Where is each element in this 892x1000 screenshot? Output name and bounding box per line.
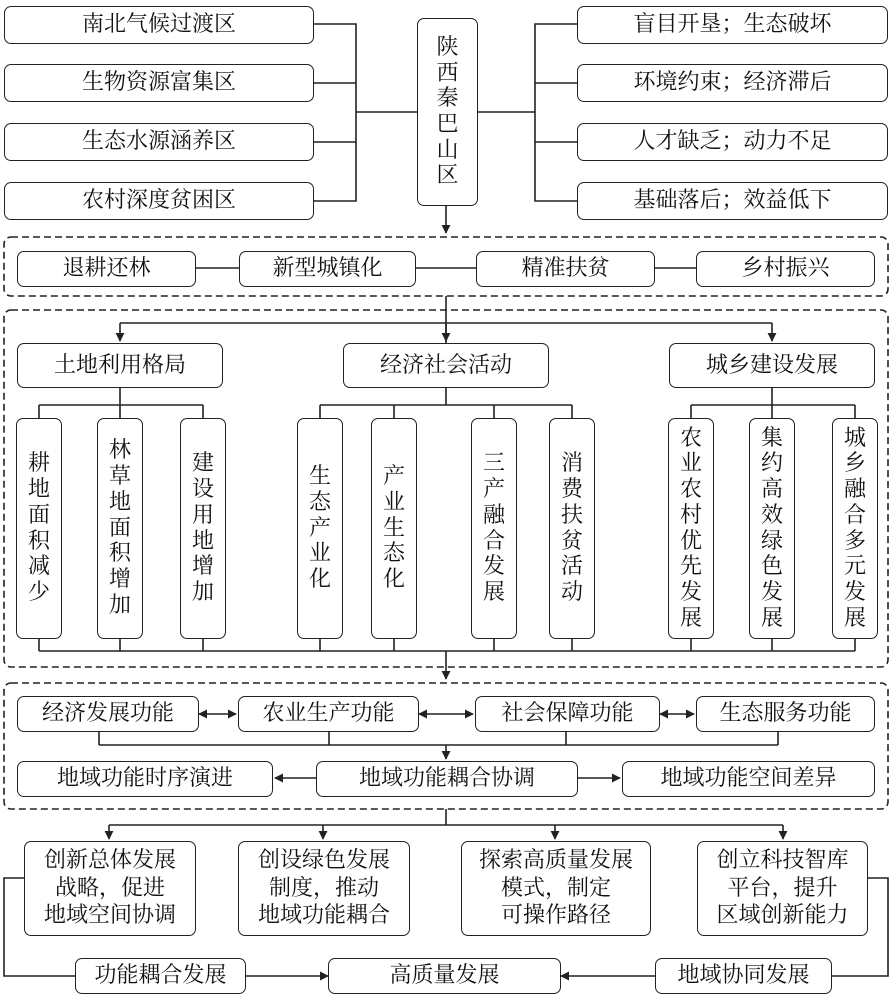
region-problem-2: 环境约束；经济滞后 bbox=[577, 64, 888, 102]
urban-item-green-development: 集约高效绿色发展 bbox=[749, 418, 795, 639]
economy-item-industry-integration: 三产融合发展 bbox=[471, 418, 517, 639]
outcome-function-coupling: 功能耦合发展 bbox=[75, 958, 246, 994]
economy-bracket bbox=[320, 388, 572, 418]
region-title-box bbox=[417, 18, 478, 206]
function-economic: 经济发展功能 bbox=[17, 696, 199, 732]
function-social-security: 社会保障功能 bbox=[475, 696, 660, 732]
land-bracket bbox=[39, 388, 203, 418]
category-land-use: 土地利用格局 bbox=[17, 343, 223, 388]
economy-item-industrial-ecologization: 产业生态化 bbox=[371, 418, 417, 639]
right-bracket bbox=[478, 24, 577, 201]
urban-item-agriculture-priority: 农业农村优先发展 bbox=[668, 418, 714, 639]
outcome-high-quality: 高质量发展 bbox=[328, 958, 561, 994]
region-feature-2: 生物资源富集区 bbox=[4, 64, 314, 102]
region-problem-1: 盲目开垦；生态破坏 bbox=[577, 6, 888, 44]
region-feature-1: 南北气候过渡区 bbox=[4, 6, 314, 44]
outcome-regional-synergy: 地域协同发展 bbox=[655, 958, 832, 994]
function-ecological: 生态服务功能 bbox=[696, 696, 875, 732]
mechanism-collector bbox=[39, 639, 855, 651]
region-feature-3: 生态水源涵养区 bbox=[4, 123, 314, 161]
strategy-green-system: 创设绿色发展 制度，推动 地域功能耦合 bbox=[238, 841, 410, 936]
category-urban-rural: 城乡建设发展 bbox=[669, 343, 875, 388]
land-item-cropland: 耕地面积减少 bbox=[16, 418, 62, 639]
policy-new-urbanization: 新型城镇化 bbox=[239, 251, 416, 287]
strategy-think-tank: 创立科技智库 平台，提升 区域创新能力 bbox=[697, 841, 868, 936]
region-title: 陕西秦巴山区 bbox=[436, 34, 459, 189]
strategy-quality-path: 探索高质量发展 模式，制定 可操作路径 bbox=[461, 841, 651, 936]
left-bracket bbox=[314, 24, 417, 201]
urban-bracket bbox=[691, 388, 855, 418]
category-economy-society: 经济社会活动 bbox=[343, 343, 549, 388]
economy-item-consumption-aid: 消费扶贫活动 bbox=[549, 418, 595, 639]
strategy-branch bbox=[109, 809, 783, 825]
land-item-forest-grass: 林草地面积增加 bbox=[97, 418, 143, 639]
policy-rural-revitalization: 乡村振兴 bbox=[696, 251, 875, 287]
function-spatial-difference: 地域功能空间差异 bbox=[622, 761, 875, 797]
region-feature-4: 农村深度贫困区 bbox=[4, 182, 314, 220]
strategy-spatial-coordination: 创新总体发展 战略，促进 地域空间协调 bbox=[24, 841, 196, 936]
land-item-construction: 建设用地增加 bbox=[180, 418, 226, 639]
function-temporal-evolution: 地域功能时序演进 bbox=[17, 761, 273, 797]
function-collector bbox=[99, 732, 778, 745]
policy-grain-for-green: 退耕还林 bbox=[17, 251, 196, 287]
policy-poverty-alleviation: 精准扶贫 bbox=[476, 251, 655, 287]
function-agricultural: 农业生产功能 bbox=[238, 696, 419, 732]
urban-item-integrated-development: 城乡融合多元发展 bbox=[832, 418, 878, 639]
economy-item-ecological-industrialization: 生态产业化 bbox=[297, 418, 343, 639]
region-problem-3: 人才缺乏；动力不足 bbox=[577, 123, 888, 161]
function-coupling-coordination: 地域功能耦合协调 bbox=[316, 761, 578, 797]
region-problem-4: 基础落后；效益低下 bbox=[577, 182, 888, 220]
